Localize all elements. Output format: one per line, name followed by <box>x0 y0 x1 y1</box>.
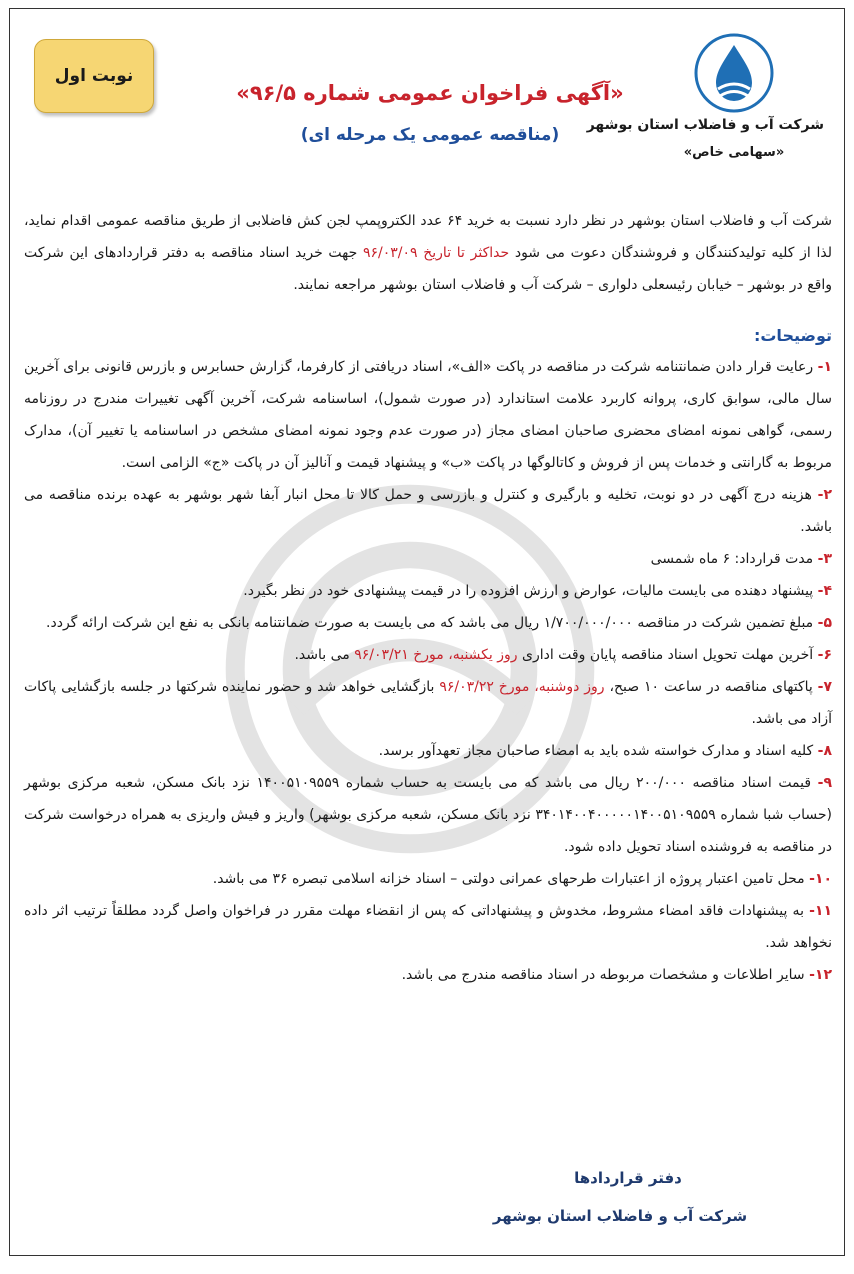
list-item <box>24 639 832 671</box>
item-number: ۳- <box>817 551 832 567</box>
item-text: هزینه درج آگهی در دو نوبت، تخلیه و بارگیری و کنترل و بازرسی و حمل کالا تا محل انبار آبفا شهر بوشهر به عهده برنده مناقصه می باشد. <box>24 487 832 535</box>
item-text-end: می باشد. <box>294 647 355 663</box>
company-type: «سهامی خاص» <box>683 145 785 160</box>
title-block <box>210 81 650 145</box>
item-number: ۱۱- <box>809 903 832 919</box>
item-highlight: روز یکشنبه، مورخ ۹۶/۰۳/۲۱ <box>354 647 518 663</box>
tender-notice-page <box>9 8 845 1256</box>
notice-body <box>24 205 832 991</box>
item-number: ۱- <box>817 359 832 375</box>
list-item <box>24 575 832 607</box>
intro-text-2: جهت خرید اسناد مناقصه به دفتر قراردادهای این شرکت واقع در بوشهر – خیابان رئیسعلی دلواری – شرکت آب و فاضلاب استان بوشهر مراجعه نمایند. <box>24 245 832 293</box>
item-number: ۲- <box>817 487 832 503</box>
item-text-end: بازگشایی خواهد شد و حضور نماینده شرکتها در جلسه بازگشایی پاکات آزاد می باشد. <box>24 679 832 727</box>
item-number: ۸- <box>817 743 832 759</box>
item-number: ۹- <box>817 775 832 791</box>
company-logo-block <box>586 31 824 160</box>
list-item <box>24 767 832 863</box>
company-name: شرکت آب و فاضلاب استان بوشهر <box>586 117 824 133</box>
issue-badge: نوبت اول <box>34 39 154 113</box>
list-item <box>24 351 832 479</box>
intro-deadline: حداکثر تا تاریخ ۹۶/۰۳/۰۹ <box>362 245 510 261</box>
item-number: ۱۰- <box>809 871 832 887</box>
item-number: ۶- <box>817 647 832 663</box>
item-text: قیمت اسناد مناقصه ۲۰۰/۰۰۰ ریال می باشد که می بایست به حساب شماره ۱۴۰۰۵۱۰۹۵۵۹ نزد بانک مسکن، شعبه مرکزی بوشهر (حساب شبا شماره ۳۴۰۱۴۰۰۴۰۰۰۰۰۱۴۰۰۵۱۰۹۵۵۹ نزد بانک مسکن، شعبه مرکزی بوشهر) واریز و فیش واریزی به همراه درخواست شرکت در مناقصه به فروشنده اسناد تحویل داده شود. <box>24 775 832 855</box>
item-number: ۴- <box>817 583 832 599</box>
water-drop-logo-icon <box>692 31 776 115</box>
item-number: ۷- <box>817 679 832 695</box>
item-text: سایر اطلاعات و مشخصات مربوطه در اسناد مناقصه مندرج می باشد. <box>401 967 810 983</box>
item-text: مبلغ تضمین شرکت در مناقصه ۱/۷۰۰/۰۰۰/۰۰۰ ریال می باشد که می بایست به صورت ضمانتنامه بانکی به نفع این شرکت ارائه گردد. <box>46 615 818 631</box>
list-item <box>24 895 832 959</box>
intro-paragraph <box>24 205 832 301</box>
list-item <box>24 959 832 991</box>
list-item <box>24 479 832 543</box>
item-text: رعایت قرار دادن ضمانتنامه شرکت در مناقصه در پاکت «الف»، اسناد دریافتی از کارفرما، گزارش حسابرس و بازرس قانونی برای آخرین سال مالی، سوابق کاری، پروانه کاربرد علامت استاندارد (در صورت شمول)، اساسنامه شرکت، آخرین آگهی تغییرات مندرج در روزنامه رسمی، گواهی نمونه امضای محضری صاحبان امضای مجاز (در صورت عدم وجود نمونه امضای مشخص در اساسنامه یا تغییر آن)، مدارک مربوط به گارانتی و خدمات پس از فروش و کاتالوگها در پاکت «ب» و پیشنهاد قیمت و آنالیز آن در پاکت «ج» الزامی است. <box>24 359 832 471</box>
notes-title: توضیحات: <box>753 326 832 345</box>
list-item <box>24 735 832 767</box>
list-item <box>24 607 832 639</box>
list-item <box>24 543 832 575</box>
page-subtitle: (مناقصه عمومی یک مرحله ای) <box>300 125 560 145</box>
footer-office: دفتر قراردادها <box>574 1169 682 1187</box>
item-text: کلیه اسناد و مدارک خواسته شده باید به امضاء صاحبان مجاز تعهدآور برسد. <box>378 743 818 759</box>
page-title: «آگهی فراخوان عمومی شماره ۹۶/۵» <box>236 81 624 105</box>
item-text: به پیشنهادات فاقد امضاء مشروط، مخدوش و پیشنهاداتی که پس از انقضاء مهلت مقرر در فراخوان واصل گردد مطلقاً ترتیب اثر داده نخواهد شد. <box>24 903 832 951</box>
item-text: پیشنهاد دهنده می بایست مالیات، عوارض و ارزش افزوده را در قیمت پیشنهادی خود در نظر بگیرد. <box>243 583 818 599</box>
item-number: ۵- <box>817 615 832 631</box>
item-text: محل تامین اعتبار پروژه از اعتبارات طرحهای عمرانی دولتی – اسناد خزانه اسلامی تبصره ۳۶ می باشد. <box>212 871 810 887</box>
item-text: پاکتهای مناقصه در ساعت ۱۰ صبح، <box>604 679 818 695</box>
item-highlight: روز دوشنبه، مورخ ۹۶/۰۳/۲۲ <box>439 679 605 695</box>
intro-text-1: شرکت آب و فاضلاب استان بوشهر در نظر دارد نسبت به خرید ۶۴ عدد الکتروپمپ لجن کش فاضلابی از طریق مناقصه عمومی اقدام نماید، لذا از کلیه تولیدکنندگان و فروشندگان دعوت می شود <box>24 213 833 261</box>
item-number: ۱۲- <box>809 967 832 983</box>
footer-company: شرکت آب و فاضلاب استان بوشهر <box>492 1207 748 1225</box>
list-item <box>24 671 832 735</box>
item-text: آخرین مهلت تحویل اسناد مناقصه پایان وقت اداری <box>517 647 818 663</box>
list-item <box>24 863 832 895</box>
item-text: مدت قرارداد: ۶ ماه شمسی <box>650 551 818 567</box>
